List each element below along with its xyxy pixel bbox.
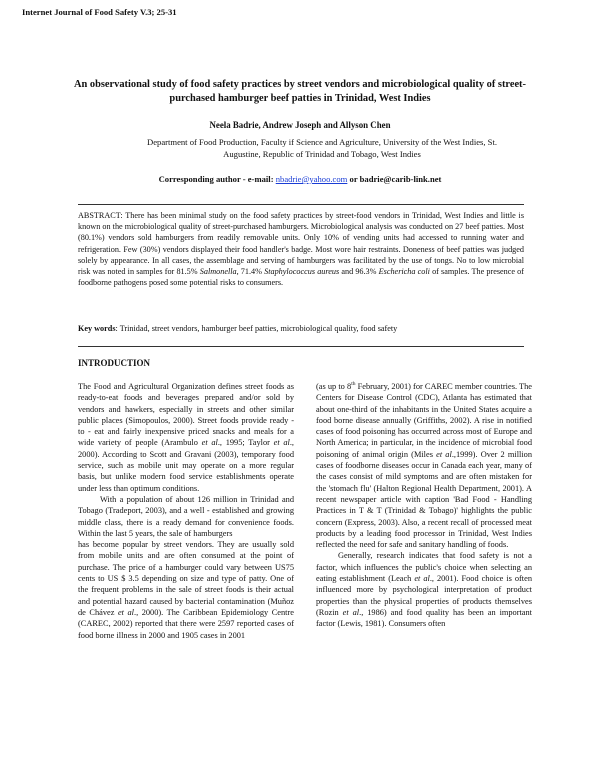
keywords-label: Key words [78,324,116,333]
divider-top [78,204,524,205]
affiliation: Department of Food Production, Faculty if Science and Agriculture, University of the West Indies, St. Augustine, Republic of Trinidad and Tobago, West Indies [147,137,497,159]
section-heading-introduction: INTRODUCTION [78,358,151,368]
email-secondary: badrie@carib-link.net [359,174,442,184]
paragraph: The Food and Agricultural Organization defines street foods as ready-to-eat foods and beverages prepared and/or sold by vendors and hawkers, especially in streets and other similar public places (Simopoulos, 2000). Street foods provide ready - to - eat and fairly inexpensive priced snacks and meals for a wide variety of people (Arambulo et al., 1995; Taylor et al., 2000). According to Scott and Gravani (2003), temporary food service, such as mobile unit may operate on a more regular basis, but unlike modern food service establishments operate under less than optimum conditions. [78,382,294,493]
paragraph: With a population of about 126 million in Trinidad and Tobago (Tradeport, 2003), and a well - established and growing middle class, there is a ready demand for convenience foods. Within the last 5 years, the sale of hamburgers [78,494,294,538]
keywords-text: : Trinidad, street vendors, hamburger beef patties, microbiological quality, food safety [115,324,398,333]
body-column-left [78,381,294,641]
paper-title: An observational study of food safety practices by street vendors and microbiological quality of street-purchased hamburger beef patties in Trinidad, West Indies [74,79,526,104]
journal-header: Internet Journal of Food Safety V.3; 25-31 [22,7,177,17]
author-list: Neela Badrie, Andrew Joseph and Allyson Chen [209,120,391,130]
abstract-text: 71.4% [238,267,265,277]
organism-staphylococcus: Staphylococcus aureus [264,267,340,277]
abstract-text: and 96.3% [339,267,379,277]
divider-bottom [78,346,524,347]
paragraph: Generally, research indicates that food safety is not a factor, which influences the public's choice when selecting an eating establishment (Leach et al., 2001). Food choice is often influenced more by psychological interpretation of product properties than the physical properties of products themselves (Rozin et al., 1986) and food quality has been an important factor (Lewis, 1981). Consumers often [316,551,533,629]
paragraph: (as up to 8th February, 2001) for CAREC member countries. The Centers for Disease Control (CDC), Atlanta has estimated that about one-third of the inhabitants in the United States acquire a food borne disease annually (Griffiths, 2002). A rise in notified cases of food poisoning has occurred across most of Europe and North America; in particular, in the incidence of microbial food poisoning of animal origin (Miles et al.,1999). Over 2 million cases of foodborne diseases occur in Canada each year, many of the cases consist of mild symptoms and are often mistaken for the 'stomach flu' (Halton Regional Health Department, 2001). A recent newspaper article with caption 'Bad Food - Handling Practices in T & T (Trinidad & Tobago)' highlights the public concern (Express, 2003). Also, a recent recall of processed meat products by a leading food processor in Trinidad, West Indies reflected the need for safe and sanitary handling of foods. [316,381,533,550]
paragraph: has become popular by street vendors. They are usually sold from mobile units and are often consumed at the point of purchase. The price of a hamburger could vary between US75 cents to US $ 3.5 depending on size and type of patty. One of the frequent problems in the sale of street foods is their actual and potential hazard caused by bacterial contamination (Muñoz de Chávez et al., 2000). The Caribbean Epidemiology Centre (CAREC, 2002) reported that there were 2597 reported cases of food borne illness in 2000 and 1905 cases in 2001 [78,540,294,640]
body-column-right [316,381,532,630]
abstract-text: of samples. The presence of foodborne pathogens posed some potential risks to consumers. [78,267,524,288]
abstract [78,210,524,288]
email-link-primary[interactable]: nbadrie@yahoo.com [275,174,348,184]
corresponding-connector: or [349,174,358,184]
keywords [78,324,524,333]
organism-ecoli: Eschericha coli [378,267,430,277]
corresponding-label: Corresponding author - e-mail: [158,174,274,184]
abstract-text: ABSTRACT: There has been minimal study on the food safety practices by street-food vendors in Trinidad, West Indies and little is known on the microbiological quality of street-purchased hamburgers. Microbiological analysis was conducted on 27 beef patties. Most (80.1%) vendors sold hamburgers from readily removable units. Only 10% of vending units had accessed to running water and refrigeration. Few (30%) vendors displayed their food handler's badge. Most wore hair restraints. Doneness of beef patties was judged solely by appearance. In all cases, the assemblage and serving of hamburgers was facilitated by the use of tongs. No to low microbial risk was noted in samples for 81.5% [78,211,524,277]
organism-salmonella: Salmonella, [199,267,239,277]
corresponding-author [0,174,600,184]
